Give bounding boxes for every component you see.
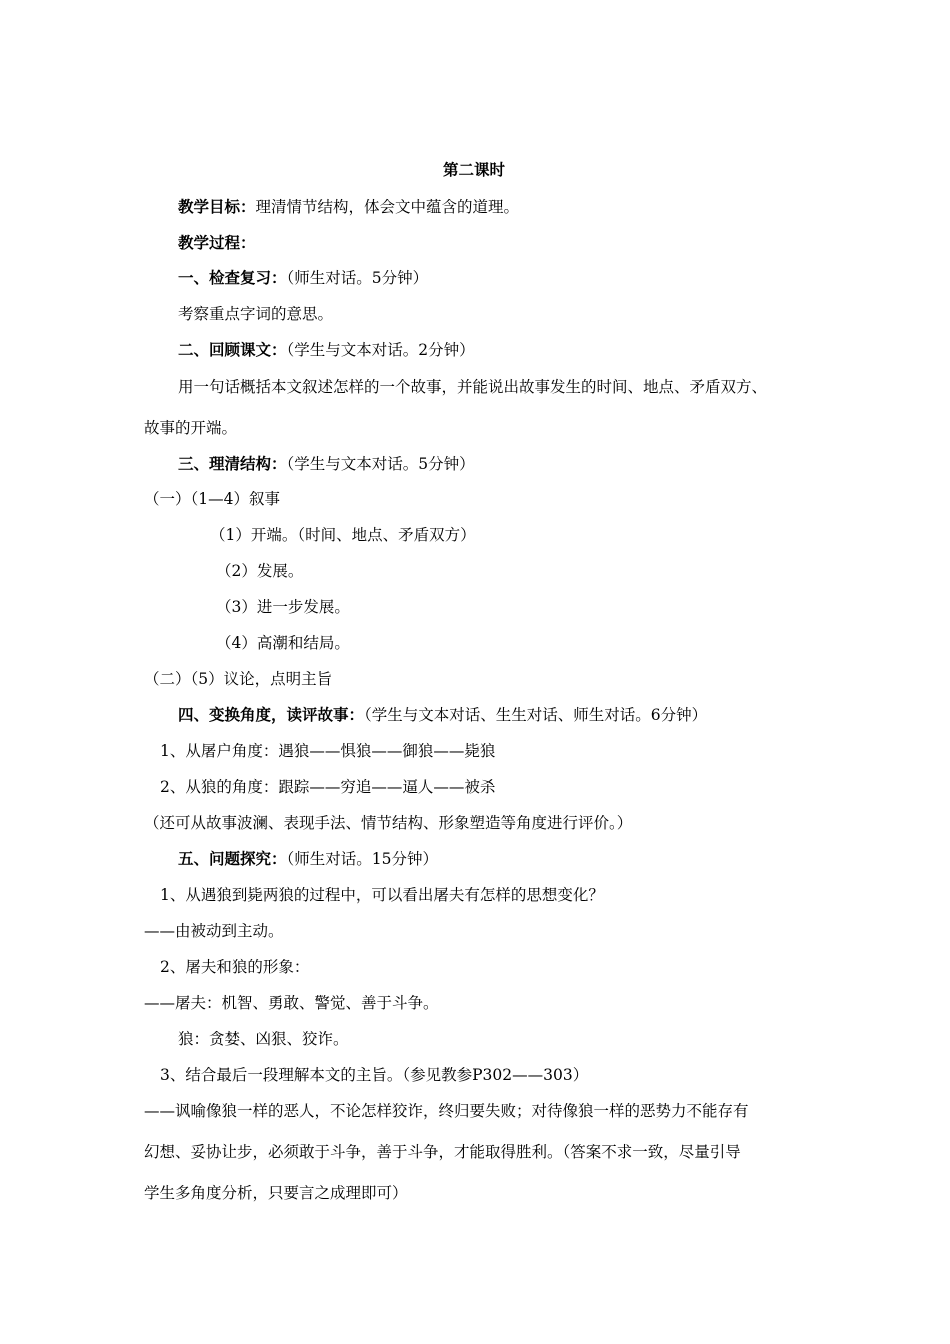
section-2-body-line-2: 故事的开端。 [144, 419, 238, 437]
section-5-answer-2-line-1: ——屠夫：机智、勇敢、警觉、善于斗争。 [144, 994, 439, 1012]
process-label: 教学过程： [178, 234, 256, 252]
section-4-remark: （还可从故事波澜、表现手法、情节结构、形象塑造等角度进行评价。） [144, 814, 633, 832]
section-5-answer-2-line-2: 狼：贪婪、凶狠、狡诈。 [178, 1030, 349, 1048]
goal-text: 理清情节结构，体会文中蕴含的道理。 [255, 198, 520, 216]
section-5-question-1: 1、从遇狼到毙两狼的过程中，可以看出屠夫有怎样的思想变化？ [160, 886, 604, 904]
goal-line [178, 197, 519, 217]
section-4-item-1: 1、从屠户角度：遇狼——惧狼——御狼——毙狼 [160, 742, 496, 760]
section-2-heading [178, 340, 475, 360]
section-5-note: （师生对话。15分钟） [286, 850, 438, 868]
goal-label: 教学目标： [178, 198, 256, 216]
section-5-heading [178, 849, 438, 869]
section-1-title: 一、检查复习： [178, 269, 287, 287]
section-5-answer-1: ——由被动到主动。 [144, 922, 284, 940]
section-3-part-1: （一）（1—4）叙事 [144, 490, 280, 508]
section-5-title: 五、问题探究： [178, 850, 287, 868]
section-1-heading [178, 268, 428, 288]
section-2-note: （学生与文本对话。2分钟） [286, 341, 475, 359]
section-5-answer-3-line-3: 学生多角度分析，只要言之成理即可） [144, 1184, 408, 1202]
section-3-title: 三、理清结构： [178, 455, 287, 473]
section-5-answer-3-line-2: 幻想、妥协让步，必须敢于斗争，善于斗争，才能取得胜利。（答案不求一致，尽量引导 [144, 1143, 741, 1161]
section-3-part-2: （二）（5）议论，点明主旨 [144, 670, 333, 688]
section-1-body: 考察重点字词的意思。 [178, 305, 334, 323]
section-5-question-2: 2、屠夫和狼的形象： [160, 958, 310, 976]
section-4-item-2: 2、从狼的角度：跟踪——穷追——逼人——被杀 [160, 778, 496, 796]
section-2-title: 二、回顾课文： [178, 341, 287, 359]
section-4-title: 四、变换角度，读评故事： [178, 706, 365, 724]
section-2-body-line-1: 用一句话概括本文叙述怎样的一个故事，并能说出故事发生的时间、地点、矛盾双方、 [178, 378, 768, 396]
section-3-item-3: （3）进一步发展。 [216, 598, 350, 616]
section-4-heading [178, 705, 707, 725]
section-3-heading [178, 454, 475, 474]
section-1-note: （师生对话。5分钟） [286, 269, 429, 287]
section-4-note: （学生与文本对话、生生对话、师生对话。6分钟） [364, 706, 708, 724]
section-3-note: （学生与文本对话。5分钟） [286, 455, 475, 473]
section-5-answer-3-line-1: ——讽喻像狼一样的恶人，不论怎样狡诈，终归要失败；对待像狼一样的恶势力不能存有 [144, 1102, 749, 1120]
section-5-question-3: 3、结合最后一段理解本文的主旨。（参见教参P302——303） [160, 1066, 589, 1084]
page-title: 第二课时 [443, 161, 506, 179]
section-3-item-2: （2）发展。 [216, 562, 304, 580]
section-3-item-4: （4）高潮和结局。 [216, 634, 350, 652]
section-3-item-1: （1）开端。（时间、地点、矛盾双方） [210, 526, 476, 544]
